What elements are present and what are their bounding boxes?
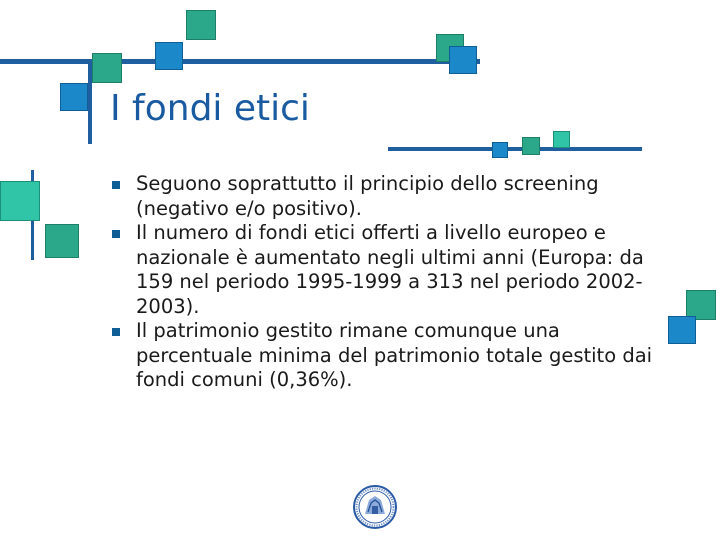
- decor-square: [60, 83, 88, 111]
- decor-square: [45, 224, 79, 258]
- decor-square: [553, 131, 570, 148]
- bullet-text: Il patrimonio gestito rimane comunque una percentuale minima del patrimonio totale gestito dai fondi comuni (0,36%).: [136, 319, 653, 391]
- decor-square: [92, 53, 122, 83]
- list-item: [108, 172, 668, 221]
- title-right-line: [388, 147, 642, 151]
- university-seal-logo: [352, 484, 398, 530]
- decor-square: [668, 316, 696, 344]
- square-bullet-icon: [112, 328, 120, 336]
- decor-square: [492, 142, 508, 158]
- slide-title: I fondi etici: [110, 88, 310, 129]
- bullet-list: [108, 172, 668, 393]
- top-decor-line: [0, 59, 480, 64]
- decor-square: [449, 46, 477, 74]
- square-bullet-icon: [112, 181, 120, 189]
- decor-square: [0, 181, 40, 221]
- list-item: [108, 319, 668, 393]
- bullet-text: Seguono soprattutto il principio dello screening (negativo e/o positivo).: [136, 172, 599, 220]
- square-bullet-icon: [112, 230, 120, 238]
- decor-square: [186, 10, 216, 40]
- list-item: [108, 221, 668, 319]
- bullet-text: Il numero di fondi etici offerti a livello europeo e nazionale è aumentato negli ultimi anni (Europa: da 159 nel periodo 1995-1999 a 313 nel periodo 2002-2003).: [136, 221, 644, 318]
- decor-square: [522, 137, 540, 155]
- decor-square: [155, 42, 183, 70]
